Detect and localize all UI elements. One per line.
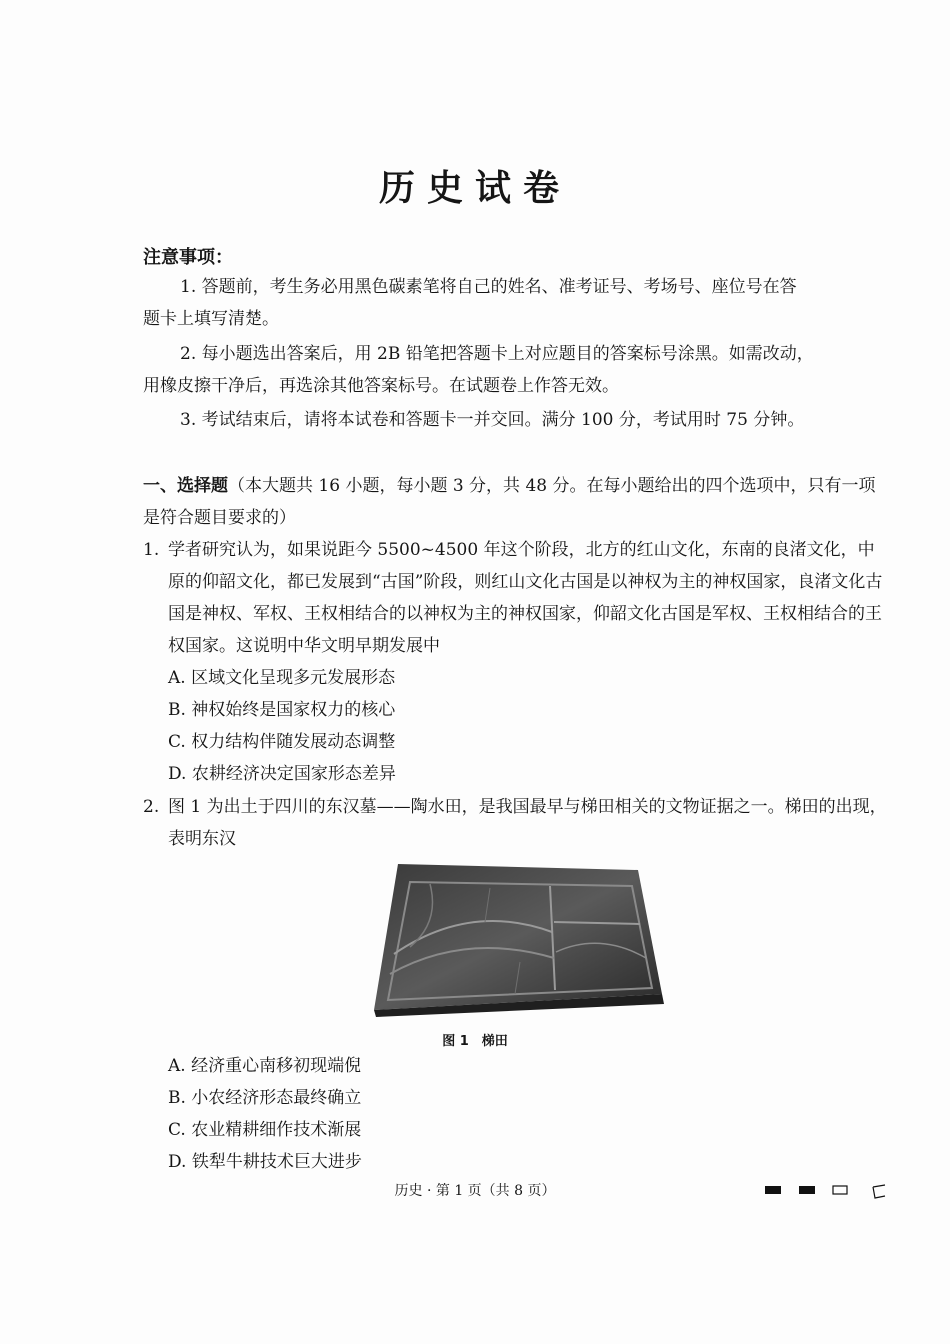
notice-item-2-cont: 用橡皮擦干净后，再选涂其他答案标号。在试题卷上作答无效。 [143,376,619,396]
option-a: A. 经济重心南移初现端倪 [168,1056,362,1076]
question-stem: 图 1 为出土于四川的东汉墓——陶水田，是我国最早与梯田相关的文物证据之一。梯田的出现，表明东汉 [168,797,887,849]
option-c: C. 农业精耕细作技术渐展 [168,1120,362,1140]
option-b: B. 小农经济形态最终确立 [168,1088,362,1108]
option-a: A. 区域文化呈现多元发展形态 [168,668,396,688]
option-b: B. 神权始终是国家权力的核心 [168,700,396,720]
terraced-field-photo [370,862,670,1017]
question-stem: 学者研究认为，如果说距今 5500~4500 年这个阶段，北方的红山文化，东南的良渚文化，中原的仰韶文化，都已发展到“古国”阶段，则红山文化古国是以神权为主的神权国家，良渚文化古国是神权、军权、王权相结合的以神权为主的神权国家，仰韶文化古国是军权、王权相结合的王权国家。这说明中华文明早期发展中 [168,540,883,656]
question-2 [143,791,888,855]
notice-item-2: 2. 每小题选出答案后，用 2B 铅笔把答题卡上对应题目的答案标号涂黑。如需改动， [180,344,814,364]
notice-item-3: 3. 考试结束后，请将本试卷和答题卡一并交回。满分 100 分，考试用时 75 分钟。 [180,410,805,430]
question-number: 2. [143,797,160,817]
section-description: （本大题共 16 小题，每小题 3 分，共 48 分。在每小题给出的四个选项中，只有一项是符合题目要求的） [143,476,876,528]
notice-item-1-cont: 题卡上填写清楚。 [143,309,279,329]
section-title: 一、选择题 [143,476,228,496]
exam-title: 历史试卷 [378,168,571,209]
question-number: 1. [143,540,160,560]
option-d: D. 铁犁牛耕技术巨大进步 [168,1152,362,1172]
scan-marks [765,1184,890,1200]
option-d: D. 农耕经济决定国家形态差异 [168,764,396,784]
notice-heading: 注意事项： [143,247,233,268]
question-1 [143,534,888,662]
figure-caption: 图 1 梯田 [442,1034,508,1049]
notice-item-1: 1. 答题前，考生务必用黑色碳素笔将自己的姓名、准考证号、考场号、座位号在答 [180,277,797,297]
page-footer: 历史 · 第 1 页（共 8 页） [394,1183,556,1199]
section-heading [143,470,888,534]
option-c: C. 权力结构伴随发展动态调整 [168,732,396,752]
